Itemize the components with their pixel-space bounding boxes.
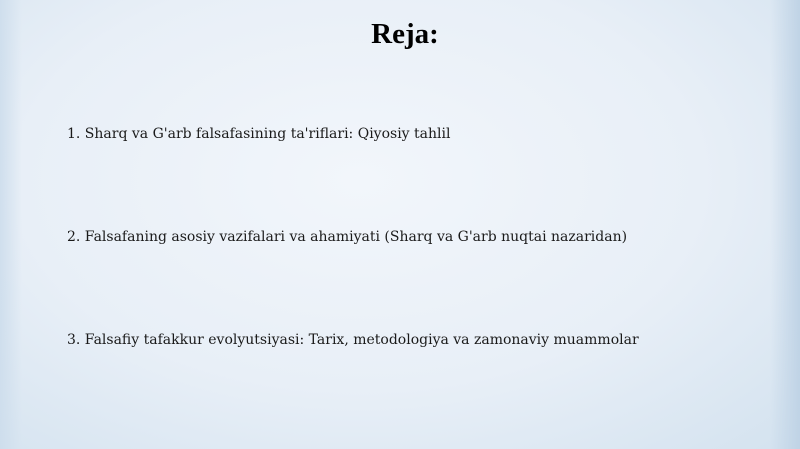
plan-item-3: 3. Falsafiy tafakkur evolyutsiyasi: Tarix, metodologiya va zamonaviy muammolar: [67, 332, 639, 348]
slide-title: Reja:: [371, 18, 439, 50]
background-edge-left: [0, 0, 22, 449]
background-edge-right: [770, 0, 800, 449]
plan-item-1: 1. Sharq va G'arb falsafasining ta'riflari: Qiyosiy tahlil: [67, 126, 451, 142]
plan-item-2: 2. Falsafaning asosiy vazifalari va ahamiyati (Sharq va G'arb nuqtai nazaridan): [67, 229, 628, 245]
